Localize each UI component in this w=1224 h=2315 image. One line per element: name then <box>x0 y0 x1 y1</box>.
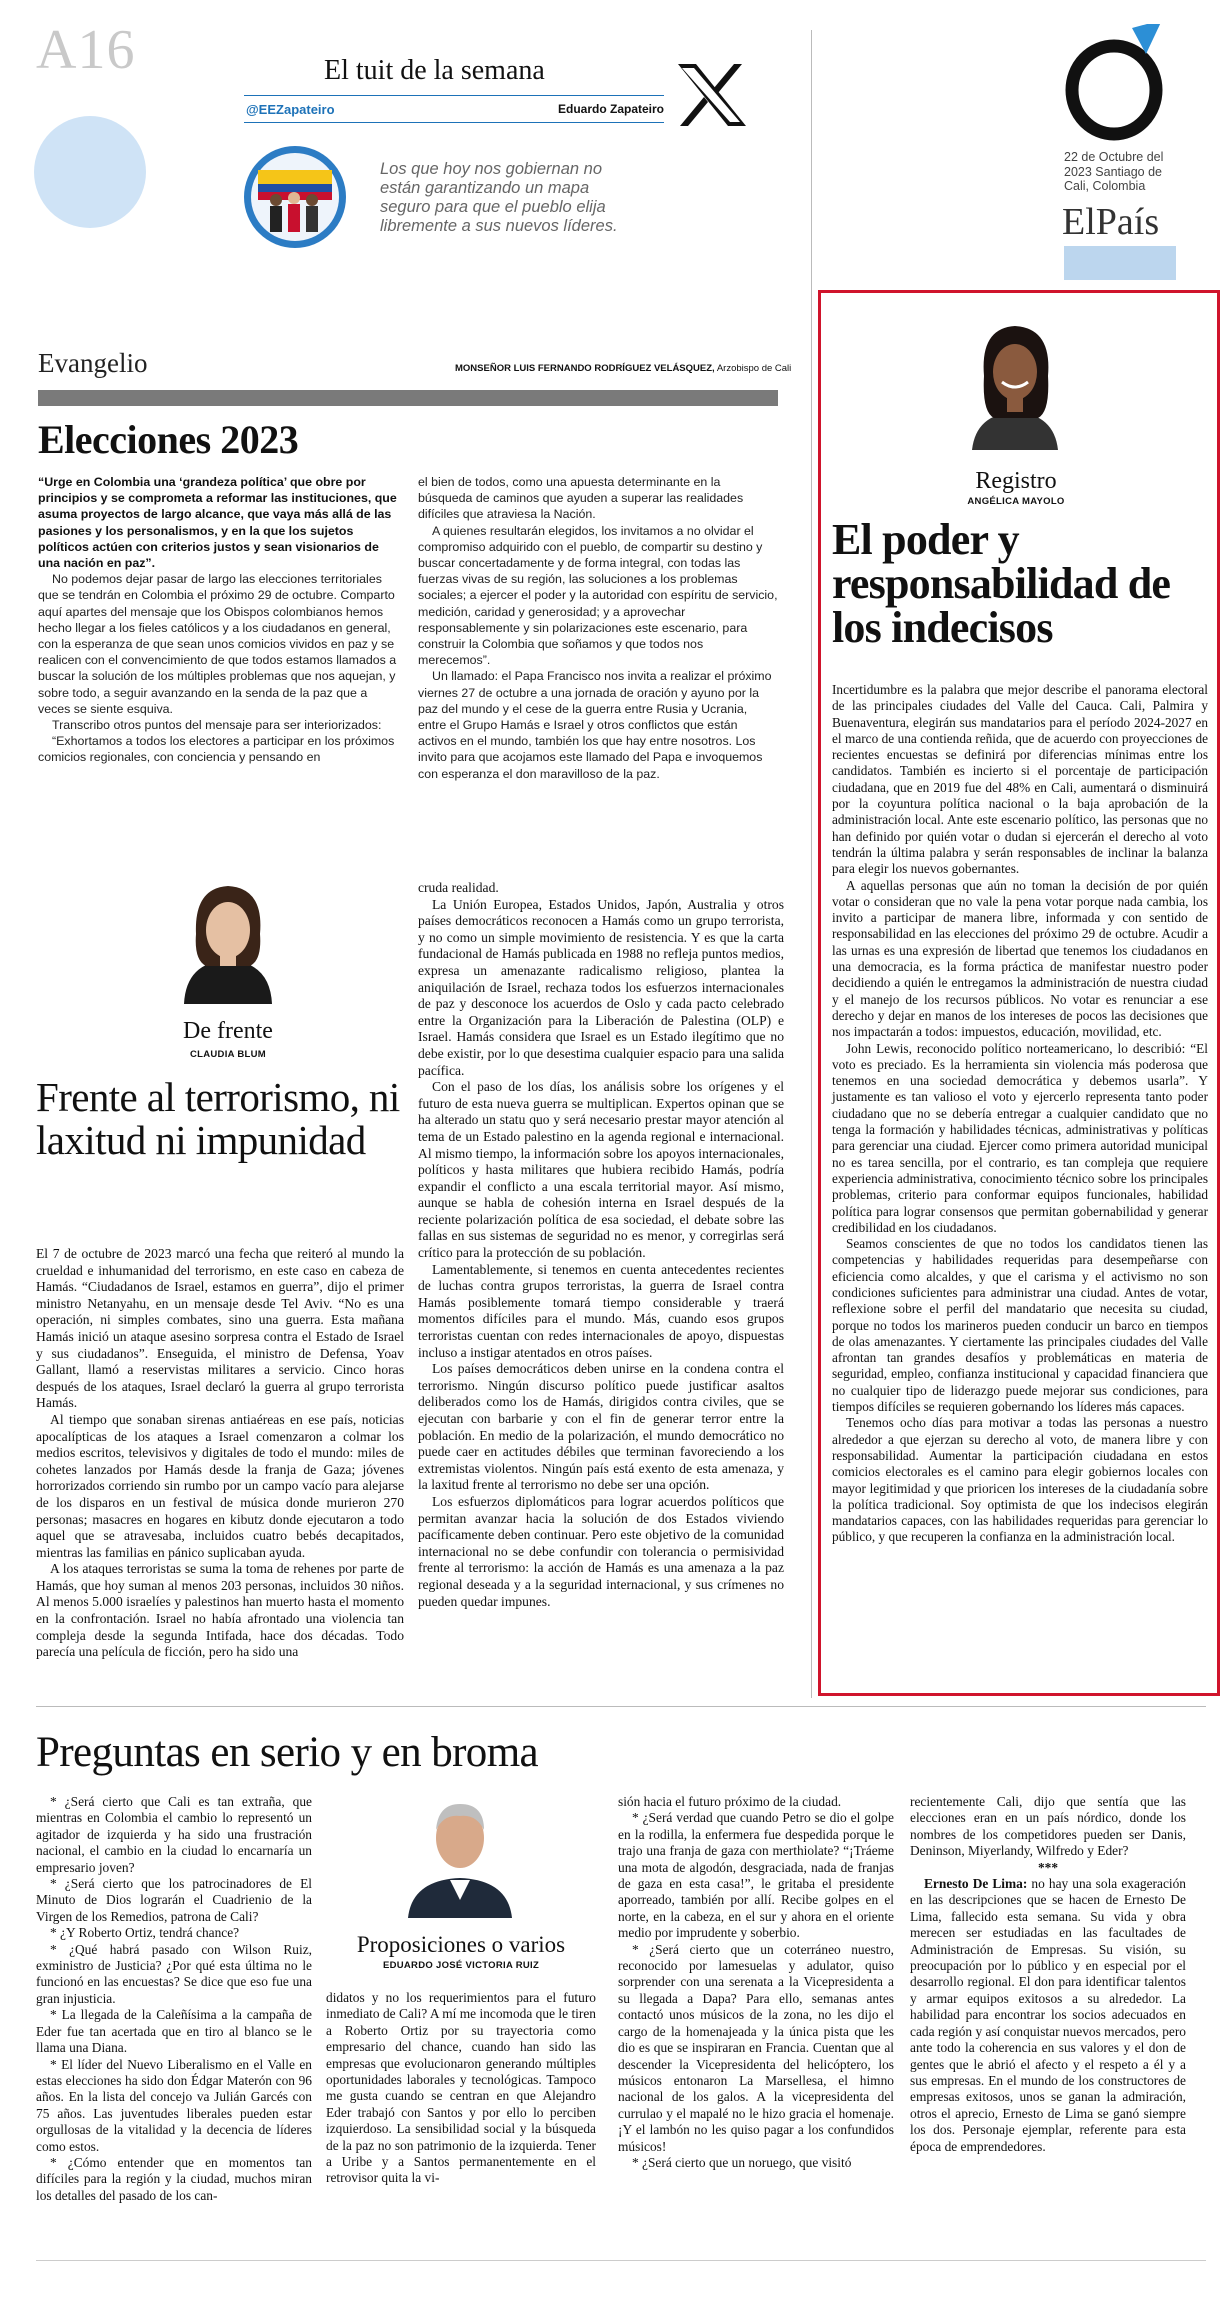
page-number: A16 <box>36 19 136 81</box>
preguntas-headline: Preguntas en serio y en broma <box>36 1729 539 1776</box>
evangelio-lead: “Urge en Colombia una ‘grandeza política’ que obre por principios y se comprometa a reformar las instituciones, que asuma proyectos de largo alcance, que vaya más allá de las pasiones y los personalismos, y en la que los sujetos políticos actúen con criterios justos y sean visionarios de una nación en paz”. <box>38 475 397 571</box>
evangelio-paragraph: “Exhortamos a todos los electores a participar en los próximos comicios regionales, con conciencia y pensando en <box>38 734 395 765</box>
registro-author: ANGÉLICA MAYOLO <box>967 496 1065 507</box>
evangelio-byline-role: Arzobispo de Cali <box>716 363 792 374</box>
masthead-logo-icon <box>1062 24 1174 147</box>
evangelio-paragraph: A quienes resultarán elegidos, los invitamos a no olvidar el compromiso adquirido con el pueblo, de compartir su destino y buscar concertadamente y de forma integral, con todas las fuerzas vivas de su región, las soluciones a los problemas sociales; a ejercer el poder y la autoridad con espíritu de servicio, medición, caridad y generosidad; y a aprovechar responsablemente y sin polarizaciones este escenario, para construir la Colombia que soñamos y que todos nos merecemos”. <box>418 523 778 668</box>
preguntas-item: * ¿Y Roberto Ortiz, tendrá chance? <box>50 1925 240 1941</box>
preguntas-item: * El líder del Nuevo Liberalismo en el Valle en estas elecciones ha sido don Édgar Materón con 96 años. En la lista del concejo va Julián Garcés con 75 años. Las juventudes liberales pueden estar orgullosas de la vitalidad y la decencia de líderes como estos. <box>36 2056 312 2154</box>
defrente-paragraph: cruda realidad. <box>418 880 499 895</box>
defrente-col1 <box>36 1246 404 1661</box>
tweet-rule-bottom <box>244 122 664 123</box>
registro-paragraph: John Lewis, reconocido político norteamericano, lo describió: “El voto es preciado. Es la herramienta sin violencia más poderosa que tenemos en una sociedad democrática y debemos usarla”. Y justamente es tan valioso el voto y ejercerlo representa tanto poder ciudadano que no se debería entregar a cualquier candidato que no tenga la formación y habilidades técnicas, administrativas y políticas para gerenciar una ciudad. Ejercer como primera autoridad municipal no es tarea sencilla, por el contrario, es tan compleja que requiere experiencia administrativa, conocimiento técnico sobre los principales problemas, criterio para conformar equipos funcionales, habilidad política para lograr consensos que permitan gobernabilidad y generar credibilidad en los ciudadanos. <box>832 1040 1208 1235</box>
preguntas-item: didatos y no los requerimientos para el futuro inmediato de Cali? A mí me incomoda que le tiren a Roberto Ortiz por su trayectoria como empresario del chance, cuando han sido las empresas que evolucionaron generando múltiples oportunidades laborales y tecnológicas. Tampoco me gusta cuando se centran en que Alejandro Eder trabajó con Santos y por ello lo perciben izquierdoso. La sensibilidad social y la búsqueda de la paz no son patrimonio de la izquierda. Tener a Uribe y a Santos permanentemente en el retrovisor quita la vi- <box>326 1990 596 2186</box>
defrente-paragraph: Los esfuerzos diplomáticos para lograr acuerdos políticos que permitan avanzar hacia la solución de dos Estados viviendo pacíficamente deben continuar. Pero este objetivo de la comunidad internacional no se debe confundir con tolerancia o permisividad frente al terrorismo: la acción de Hamás es una amenaza a la paz regional deseada y a la seguridad internacional, y sus crímenes no pueden quedar impunes. <box>418 1493 784 1609</box>
evangelio-byline-name: MONSEÑOR LUIS FERNANDO RODRÍGUEZ VELÁSQUEZ, <box>455 363 715 374</box>
preguntas-item: * ¿Será verdad que cuando Petro se dio el golpe en la rodilla, la enfermera fue despedida porque le trajo una franja de gaza con merthiolate? “¡Tráeme una mota de algodón, desgraciada, nada de franjas de gaza en esta casa!”, le gritaba el presidente aporreado, también por allí. Recibe golpes en el norte, en la cabeza, en el sur y ahora en el oriente medio por imprudente y soberbio. <box>618 1810 894 1941</box>
evangelio-rule <box>38 390 778 406</box>
defrente-col2 <box>418 880 784 1610</box>
registro-section-label: Registro <box>975 468 1057 494</box>
evangelio-col2 <box>418 474 778 782</box>
evangelio-col1 <box>38 474 398 766</box>
masthead-paper-name: ElPaís <box>1062 201 1160 243</box>
preguntas-item: * ¿Qué habrá pasado con Wilson Ruiz, exministro de Justicia? ¿Por qué esta última no le funcionó en las encuestas? Se dice que eso fue una gran injusticia. <box>36 1941 312 2006</box>
evangelio-paragraph: Un llamado: el Papa Francisco nos invita a realizar el próximo viernes 27 de octubre a una jornada de oración y ayuno por la paz del mundo y el cese de la guerra entre Rusia y Ucrania, entre el Grupo Hamás e Israel y otros conflictos que están activos en el mundo, también los que hay entre nosotros. Los invito para que acojamos este llamado del Papa e invoquemos con esperanza el don maravilloso de la paz. <box>418 669 772 781</box>
preguntas-col2 <box>326 1990 596 2187</box>
x-logo-icon <box>676 62 748 133</box>
column-divider <box>811 30 812 1698</box>
defrente-author: CLAUDIA BLUM <box>189 1049 267 1060</box>
preguntas-item: * ¿Cómo entender que en momentos tan difíciles para la región y la ciudad, muchos miran los detalles del pasado de los can- <box>36 2154 312 2203</box>
preguntas-col1 <box>36 1794 312 2204</box>
tweet-author: Eduardo Zapateiro <box>557 102 664 116</box>
evangelio-paragraph: Transcribo otros puntos del mensaje para ser interiorizados: <box>52 718 382 733</box>
preguntas-lead-name: Ernesto De Lima: <box>924 1876 1028 1892</box>
preguntas-item: * La llegada de la Caleñísima a la campaña de Eder fue tan acertada que en tiro al blanco se le llama una Diana. <box>36 2007 312 2056</box>
preguntas-author: EDUARDO JOSÉ VICTORIA RUIZ <box>382 1960 540 1971</box>
preguntas-item: * ¿Será cierto que Cali es tan extraña, que mientras en Colombia el cambio lo representó un agitador de izquierda y ha sido una frustración nacional, el cambio en la ciudad lo encarnaría un empresario joven? <box>36 1794 312 1875</box>
preguntas-section-label: Proposiciones o varios <box>356 1932 566 1957</box>
preguntas-item: * ¿Será cierto que los patrocinadores de El Minuto de Dios lograrán el Cuadrienio de la Virgen de los Remedios, patrona de Cali? <box>36 1876 312 1924</box>
author-photo-eduardo-victoria <box>398 1784 522 1918</box>
defrente-paragraph: La Unión Europea, Estados Unidos, Japón, Australia y otros países democráticos reconocen a Hamás como un grupo terrorista, y no como un simple movimiento de resistencia. Y es que la carta fundacional de Hamás publicada en 1988 no refleja puntos medios, expresa un amenazante radicalismo religioso, plantea la aniquilación de Israel, rechaza todos los esfuerzos internacionales de paz y desconoce los acuerdos de Oslo y cada pacto celebrado entre la Organización para la Liberación de Palestina (OLP) e Israel. Hamás considera que Israel es un Estado ilegítimo que no debe existir, por lo que desestima cualquier espacio para una salida pacífica. <box>418 896 784 1078</box>
defrente-paragraph: El 7 de octubre de 2023 marcó una fecha que reiteró al mundo la crueldad e inhumanidad del terrorismo, en este caso en cabeza de Hamás. “Ciudadanos de Israel, estamos en guerra”, dijo el primer ministro Netanyahu, en un mensaje desde Tel Aviv. “No es una operación, ni simples combates, sino una guerra. Esta mañana Hamás inició un ataque asesino sorpresa contra el Estado de Israel y sus ciudadanos”. Enseguida, el ministro de Defensa, Yoav Gallant, llamó a reservistas militares a servicio. Cinco horas después de los ataques, Israel declaró la guerra al grupo terrorista Hamás. <box>36 1246 404 1411</box>
masthead-dateline: 22 de Octubre del 2023 Santiago de Cali, Colombia <box>1064 150 1164 193</box>
defrente-paragraph: Lamentablemente, si tenemos en cuenta antecedentes recientes de luchas contra grupos terroristas, la guerra de Israel contra Hamás posiblemente tomará tiempo considerable y traerá momentos difíciles para el mundo. Más, cuando esos grupos terroristas cuentan con redes internacionales de apoyo, dispuestas incluso a instigar atentados en otros países. <box>418 1261 784 1360</box>
defrente-headline: Frente al terrorismo, ni laxitud ni impunidad <box>36 1074 400 1163</box>
defrente-paragraph: Con el paso de los días, los análisis sobre los orígenes y el futuro de esta nueva guerra se multiplican. Expertos opinan que se ha alterado un statu quo y será necesario prestar mayor atención al tema de un Estado palestino en la agenda regional e internacional. Al mismo tiempo, la información sobre los apoyos internacionales, políticos y hasta militares que hubiera recibido Hamás, podría expandir el conflicto a una escala territorial mayor. Así mismo, aunque se habla de cohesión interna en Israel después de la reciente polarización política de esa sociedad, el debate sobre las fallas en sus sistemas de seguridad no es menor, y corregirlas será crítico para la protección de su población. <box>418 1079 784 1261</box>
tweet-rule <box>244 95 664 96</box>
evangelio-headline: Elecciones 2023 <box>38 417 299 462</box>
preguntas-separator: *** <box>1037 1859 1059 1875</box>
registro-body <box>832 682 1208 1546</box>
registro-paragraph: A aquellas personas que aún no toman la decisión de por quién votar o consideran que no vale la pena votar porque nada cambia, los invito a participar de manera libre, informada y con sentido de responsabilidad en las elecciones del próximo 29 de octubre. Acudir a las urnas es una expresión de libertad que tenemos los ciudadanos en una democracia, es la forma práctica de manifestar nuestro poder decidiendo a quién le entregamos la administración de nuestra ciudad y el manejo de los recursos públicos. No votar es renunciar a ese derecho y dejar en manos de los intereses de pocos las decisiones que nos impactarán a todos: impuestos, educación, movilidad, etc. <box>832 877 1208 1040</box>
evangelio-paragraph: el bien de todos, como una apuesta determinante en la búsqueda de caminos que ayuden a superar las realidades difíciles que atraviesa la Nación. <box>418 475 744 522</box>
preguntas-item <box>910 1876 1186 2155</box>
tweet-text: Los que hoy nos gobiernan no están garantizando un mapa seguro para que el pueblo elija libremente a sus nuevos líderes. <box>380 160 618 235</box>
preguntas-item: sión hacia el futuro próximo de la ciudad. <box>618 1794 842 1809</box>
defrente-section-label: De frente <box>183 1018 273 1044</box>
page-bottom-rule <box>36 2260 1206 2261</box>
registro-headline: El poder y responsabilidad de los indecisos <box>832 515 1171 652</box>
defrente-paragraph: A los ataques terroristas se suma la toma de rehenes por parte de Hamás, que hoy suman al menos 203 personas, incluidos 30 niños. Al menos 5.000 israelíes y palestinos han muerto hasta el momento en la confrontación. Israel no había afrontado una violencia tan compleja desde la segunda Intifada, hace dos décadas. Todo parecía una película de ficción, pero ha sido una <box>36 1561 404 1660</box>
preguntas-col3 <box>618 1794 894 2171</box>
tweet-box <box>244 50 664 270</box>
author-photo-angelica-mayolo <box>960 314 1070 450</box>
evangelio-paragraph: No podemos dejar pasar de largo las elecciones territoriales que se tendrán en Colombia el próximo 29 de octubre. Comparto aquí apartes del mensaje que los Obispos colombianos hemos hecho llegar a los fieles católicos y a los ciudadanos en general, con la esperanza de que sean unos comicios vividos en paz y se realicen con el convencimiento de que todos estamos llamados a buscar la solución de los múltiples problemas que nos aquejan, y sobre todo, a seguir avanzando en la senda de la paz que a veces se siente esquiva. <box>38 572 397 716</box>
tweet-photo <box>244 146 346 248</box>
registro-paragraph: Incertidumbre es la palabra que mejor describe el panorama electoral de las principales ciudades del Valle del Cauca. Cali, Palmira y Buenaventura, elegirán sus mandatarios para el período 2024-2027 en el marco de una contienda reñida, que de acuerdo con proyecciones de recientes encuestas se definirá por diferencias mínimas entre los candidatos. También es incierto si el porcentaje de participación ciudadana, que en 2019 fue del 48% en Cali, aumentará o disminuirá por la coyuntura política nacional o la baja aprobación de la administración local. Ante este escenario político, las personas que no han definido por quién votar o dudan si ejercerán el derecho al voto tendrán la última palabra y serán responsables de inclinar la balanza para elegir los nuevos gobernantes. <box>832 682 1208 877</box>
evangelio-section-label: Evangelio <box>38 348 148 378</box>
registro-paragraph: Tenemos ocho días para motivar a todas las personas a nuestro alrededor a que ejerzan su derecho al voto, de manera libre y con responsabilidad. Aumentar la participación ciudadana en estos comicios electorales es el camino para elegir gobiernos locales con mayor legitimidad y que prioricen los intereses de la ciudadanía sobre la política tradicional. Soy optimista de que los indecisos elegirán mandatarios capaces, con las habilidades requeridas para gerenciar lo público, y que recuperen la confianza en la administración local. <box>832 1415 1208 1545</box>
decorative-blue-circle <box>34 116 146 228</box>
defrente-paragraph: Al tiempo que sonaban sirenas antiaéreas en ese país, noticias apocalípticas de los ataques a Israel comenzaron a colmar los medios escritos, televisivos y digitales de todo el mundo: miles de cohetes lanzados por Hamás desde la franja de Gaza; jóvenes horrorizados corriendo sin rumbo por un campo vacío para alejarse de los disparos en un festival de música donde murieron 270 personas; masacres en hogares en kibutz donde ejecutaron a todo aquel que se atravesaba, incluidos cuatro bebés decapitados, mientras las familias en pánico suplicaban ayuda. <box>36 1411 404 1560</box>
author-photo-claudia-blum <box>166 874 290 1004</box>
evangelio-byline <box>455 363 791 374</box>
preguntas-item: * ¿Será cierto que un noruego, que visitó <box>632 2154 852 2170</box>
preguntas-item: * ¿Será cierto que un coterráneo nuestro, reconocido por lamesuelas y adulator, quiso sorprender con una serenata a la Vicepresidenta a su llegada a Dapa? Para ello, semanas antes contactó unos músicos de la zona, no les dijo el cargo de la homenajeada y la única pista que les dio es que se inspiraran en Francia. Cuentan que al descender la Vicepresidenta del helicóptero, los músicos entonaron La Marsellesa, el himno nacional de los galos. A la vicepresidenta del currulao y el mapalé no le hizo gracia el homenaje. ¡Y el lambón no les quiso pagar a los confundidos músicos! <box>618 1941 894 2154</box>
tweet-title: El tuit de la semana <box>324 55 545 86</box>
preguntas-col4 <box>910 1794 1186 2155</box>
registro-paragraph: Seamos conscientes de que no todos los candidatos tienen las competencias y habilidades requeridas para desempeñarse con eficiencia como alcaldes, y que el carisma y el activismo no son condiciones suficientes para administrar una ciudad. Antes de votar, reflexione sobre el perfil del mandatario que necesita su ciudad, porque no todos los marineros pueden conducir un barco en tiempos de olas amenazantes. Y ciertamente las principales ciudades del Valle afrontan tan grandes desafíos y problemáticas en materia de seguridad, empleo, confianza institucional y capacidad financiera que no cualquier tipo de liderazgo puede mejorar sus condiciones, para tiempos difíciles se requieren gobernando los líderes más capaces. <box>832 1236 1208 1415</box>
defrente-paragraph: Los países democráticos deben unirse en la condena contra el terrorismo. Ningún discurso político puede justificar asaltos deliberados como los de Hamás, dirigidos contra civiles, que se ejecutan con barbarie y con el fin de generar terror entre la población. En medio de la polarización, el mundo democrático no puede caer en actitudes débiles que terminan favoreciendo a los extremistas violentos. Ningún país está exento de esta amenaza, y la laxitud frente al terrorismo no debe ser una opción. <box>418 1361 784 1493</box>
tweet-handle: @EEZapateiro <box>246 102 335 117</box>
masthead-blue-bar <box>1064 246 1176 280</box>
preguntas-item-text: no hay una sola exageración en las descripciones que se hacen de Ernesto De Lima, fallecido esta semana. Su vida y obra merecen ser estudiadas en las facultades de Administración de Empresas. Su visión, su preocupación por lo público y en especial por el desarrollo regional. El don para identificar talentos y armar equipos exitosos a su alrededor. La habilidad para encontrar los socios adecuados en cada región y así conquistar nuevos mercados, pero ante todo la coherencia en sus valores y el don de gentes que le abrió el afecto y el respeto a él y a sus empresas. En el mundo de los constructores de empresas exitosos, unos se ganan la admiración, otros el aprecio, Ernesto de Lima se ganó siempre los dos. Personaje ejemplar, referente para esta época de emprendedores. <box>910 1876 1186 2154</box>
preguntas-top-rule <box>36 1706 1206 1707</box>
preguntas-item: recientemente Cali, dijo que sentía que las elecciones eran en un país nórdico, donde los nombres de los competidores pueden ser Danis, Deninson, Miyerlandy, Wilfredo y Eder? <box>910 1794 1186 1859</box>
